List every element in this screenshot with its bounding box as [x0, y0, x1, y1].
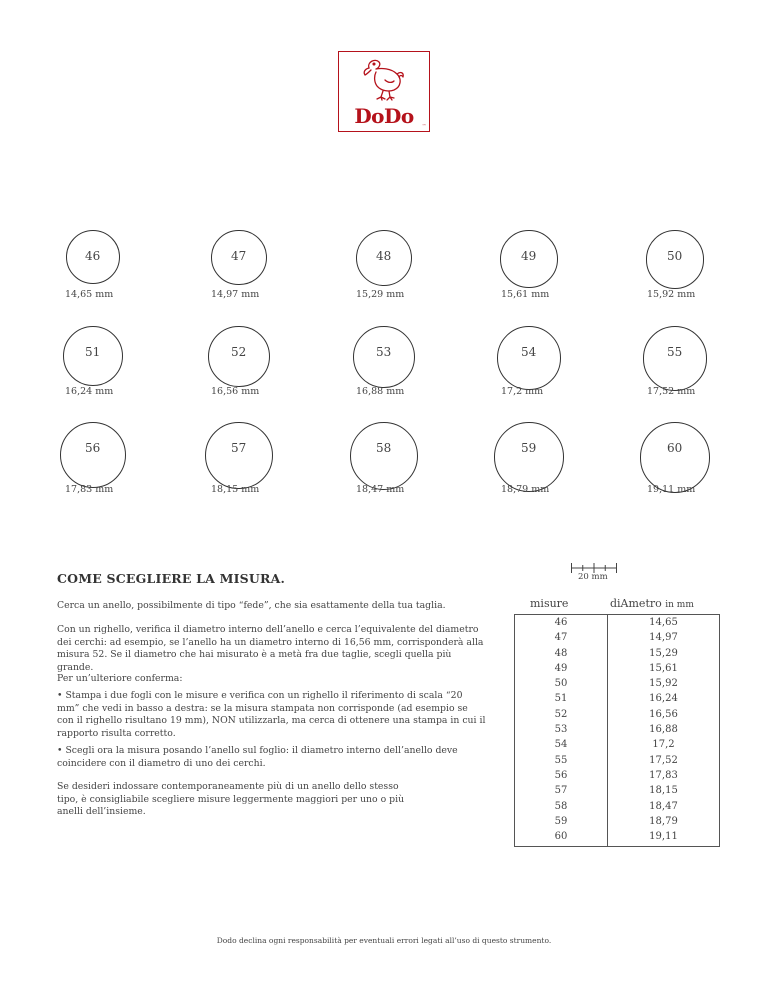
- table-cell-diameter: 18,79: [649, 815, 678, 827]
- ring-size-label: 48: [376, 249, 392, 263]
- ring-diameter-label: 18,15 mm: [211, 484, 260, 495]
- ring-diameter-label: 19,11 mm: [647, 484, 696, 495]
- ring-size-label: 59: [521, 441, 537, 455]
- ring-size-label: 49: [521, 249, 537, 263]
- ring-diameter-label: 17,83 mm: [65, 484, 114, 495]
- table-cell-size: 50: [554, 678, 568, 690]
- ring-diameter-label: 17,2 mm: [501, 386, 544, 397]
- table-cell-diameter: 18,15: [649, 785, 678, 797]
- ring-size-label: 51: [85, 345, 101, 359]
- ring-size-label: 57: [231, 441, 247, 455]
- scale-label: 20 mm: [578, 572, 608, 582]
- ring-size-label: 55: [667, 345, 683, 359]
- ring-circle: [494, 422, 564, 492]
- instruction-paragraph-6: Se desideri indossare contemporaneamente più di un anello dello stesso tipo, è consigliabile scegliere misure leggermente maggiori per uno o più anelli dell’insieme.: [57, 781, 405, 817]
- table-cell-diameter: 15,61: [649, 662, 678, 674]
- dodo-logo: [338, 51, 430, 132]
- table-cell-diameter: 17,52: [649, 754, 678, 766]
- ring-diameter-label: 16,88 mm: [356, 386, 405, 397]
- ring-size-label: 46: [85, 249, 101, 263]
- table-cell-size: 60: [554, 831, 568, 843]
- instruction-paragraph-4: • Stampa i due fogli con le misure e verifica con un righello il riferimento di scala “20 mm” che vedi in basso a destra: se la misura stampata non corrisponde (ad esempio se con il righello risultano 19 mm), NON utilizzarla, ma cerca di ottenere una stampa in cui il rapporto risulta corretto.: [57, 690, 486, 739]
- table-header-diameter-unit: in mm: [665, 600, 694, 610]
- table-header-diameter-label: diAmetro: [610, 597, 662, 610]
- table-cell-size: 48: [554, 647, 568, 659]
- ring-diameter-label: 17,52 mm: [647, 386, 696, 397]
- table-column-sizes: [515, 615, 607, 844]
- ring-diameter-label: 18,79 mm: [501, 484, 550, 495]
- table-cell-size: 55: [554, 754, 568, 766]
- ring-size-label: 58: [376, 441, 392, 455]
- ring-diameter-label: 16,56 mm: [211, 386, 260, 397]
- ring-circle: [640, 422, 711, 493]
- ring-size-label: 60: [667, 441, 683, 455]
- table-cell-diameter: 19,11: [649, 831, 678, 843]
- table-cell-size: 51: [554, 693, 568, 705]
- table-cell-diameter: 17,83: [649, 769, 678, 781]
- ring-size-label: 47: [231, 249, 247, 263]
- ring-diameter-label: 15,29 mm: [356, 289, 405, 300]
- brand-name: DoDo: [354, 104, 414, 128]
- instruction-paragraph-1: Cerca un anello, possibilmente di tipo “fede”, che sia esattamente della tua taglia.: [57, 600, 446, 611]
- instruction-paragraph-2: Con un righello, verifica il diametro interno dell’anello e cerca l’equivalente del diametro dei cerchi: ad esempio, se l’anello ha un diametro interno di 16,56 mm, corrisponderà alla misura 52. Se il diametro che hai misurato è a metà fra due taglie, scegli quella più grande.: [57, 624, 484, 673]
- ring-diameter-label: 14,97 mm: [211, 289, 260, 300]
- instructions-heading: COME SCEGLIERE LA MISURA.: [57, 571, 286, 586]
- table-cell-diameter: 17,2: [652, 739, 675, 751]
- ring-circle: [60, 422, 126, 488]
- dodo-bird-icon: [361, 56, 409, 104]
- table-cell-diameter: 18,47: [649, 800, 678, 812]
- table-cell-size: 57: [554, 785, 568, 797]
- table-cell-size: 47: [554, 632, 568, 644]
- ring-diameter-label: 16,24 mm: [65, 386, 114, 397]
- ring-diameter-label: 18,47 mm: [356, 484, 405, 495]
- instruction-paragraph-5: • Scegli ora la misura posando l’anello sul foglio: il diametro interno dell’anello deve coincidere con il diametro di uno dei cerchi.: [57, 745, 458, 769]
- disclaimer-footer: Dodo declina ogni responsabilità per eventuali errori legati all’uso di questo strumento.: [216, 936, 552, 945]
- table-cell-size: 54: [554, 739, 568, 751]
- ring-diameter-label: 14,65 mm: [65, 289, 114, 300]
- table-cell-size: 46: [554, 617, 568, 628]
- ring-circle: [205, 422, 272, 489]
- ring-diameter-label: 15,61 mm: [501, 289, 550, 300]
- ring-circle: [350, 422, 418, 490]
- table-cell-size: 49: [554, 662, 568, 674]
- instruction-paragraph-3: Per un’ulteriore conferma:: [57, 673, 183, 684]
- ring-size-label: 50: [667, 249, 683, 263]
- table-header-diameter: [610, 597, 694, 610]
- table-cell-diameter: 15,92: [649, 678, 678, 690]
- table-cell-size: 53: [554, 724, 568, 736]
- table-cell-diameter: 16,88: [649, 724, 678, 736]
- ring-size-label: 52: [231, 345, 247, 359]
- trademark-symbol: ™: [422, 123, 426, 128]
- ring-size-label: 53: [376, 345, 392, 359]
- table-cell-diameter: 14,97: [649, 632, 678, 644]
- table-cell-size: 52: [554, 708, 568, 720]
- ring-diameter-label: 15,92 mm: [647, 289, 696, 300]
- table-cell-size: 58: [554, 800, 568, 812]
- table-bottom-border: [514, 846, 720, 847]
- ring-size-label: 54: [521, 345, 537, 359]
- table-cell-diameter: 14,65: [649, 617, 678, 628]
- ring-size-label: 56: [85, 441, 101, 455]
- table-cell-diameter: 15,29: [649, 647, 678, 659]
- table-cell-size: 56: [554, 769, 568, 781]
- table-column-diameters: [608, 615, 719, 844]
- table-cell-diameter: 16,24: [649, 693, 678, 705]
- table-right-border: [719, 614, 720, 846]
- table-cell-diameter: 16,56: [649, 708, 678, 720]
- table-header-sizes: misure: [530, 597, 569, 610]
- table-cell-size: 59: [554, 815, 568, 827]
